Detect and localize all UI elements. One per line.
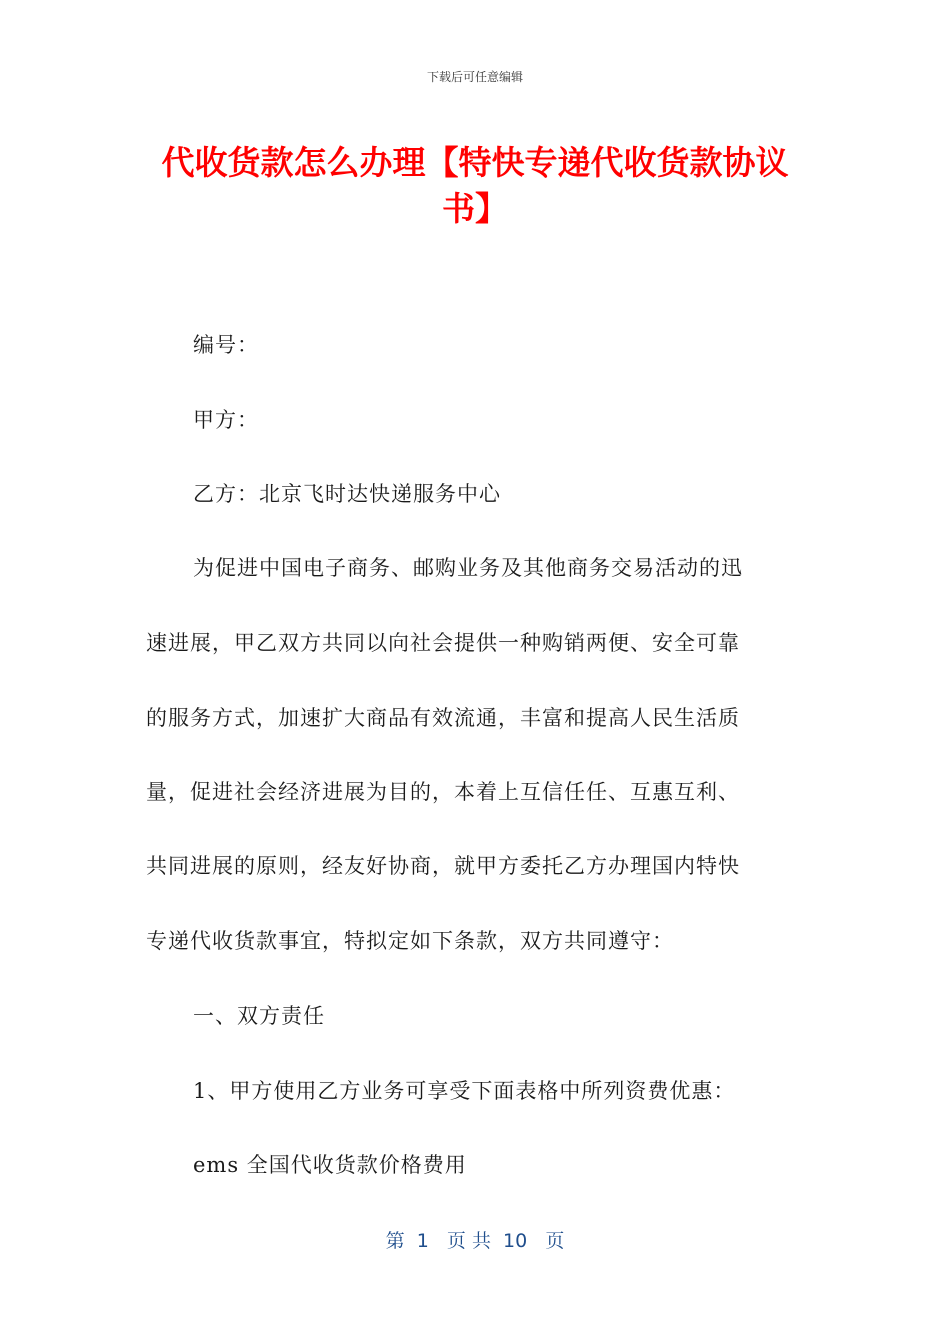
intro-line: 共同进展的原则，经友好协商，就甲方委托乙方办理国内特快 xyxy=(146,854,740,878)
clause-1: 1、甲方使用乙方业务可享受下面表格中所列资费优惠： xyxy=(193,1079,736,1103)
party-a-label: 甲方： xyxy=(193,408,259,432)
number-label: 编号： xyxy=(193,333,259,357)
header-note: 下载后可任意编辑 xyxy=(426,70,523,84)
page-footer: 第 1 页 共 10 页 xyxy=(385,1230,565,1252)
intro-line: 为促进中国电子商务、邮购业务及其他商务交易活动的迅 xyxy=(193,556,743,580)
intro-line: 的服务方式，加速扩大商品有效流通，丰富和提高人民生活质 xyxy=(146,706,740,730)
party-b-line: 乙方：北京飞时达快递服务中心 xyxy=(193,482,501,506)
intro-line: 量，促进社会经济进展为目的，本着上互信任任、互惠互利、 xyxy=(146,780,740,804)
intro-line: 专递代收货款事宜，特拟定如下条款，双方共同遵守： xyxy=(146,929,674,953)
intro-line: 速进展，甲乙双方共同以向社会提供一种购销两便、安全可靠 xyxy=(146,631,740,655)
document-title: 代收货款怎么办理【特快专递代收货款协议书】 xyxy=(161,143,789,228)
section-heading: 一、双方责任 xyxy=(193,1004,325,1028)
table-caption: ems 全国代收货款价格费用 xyxy=(193,1153,467,1177)
